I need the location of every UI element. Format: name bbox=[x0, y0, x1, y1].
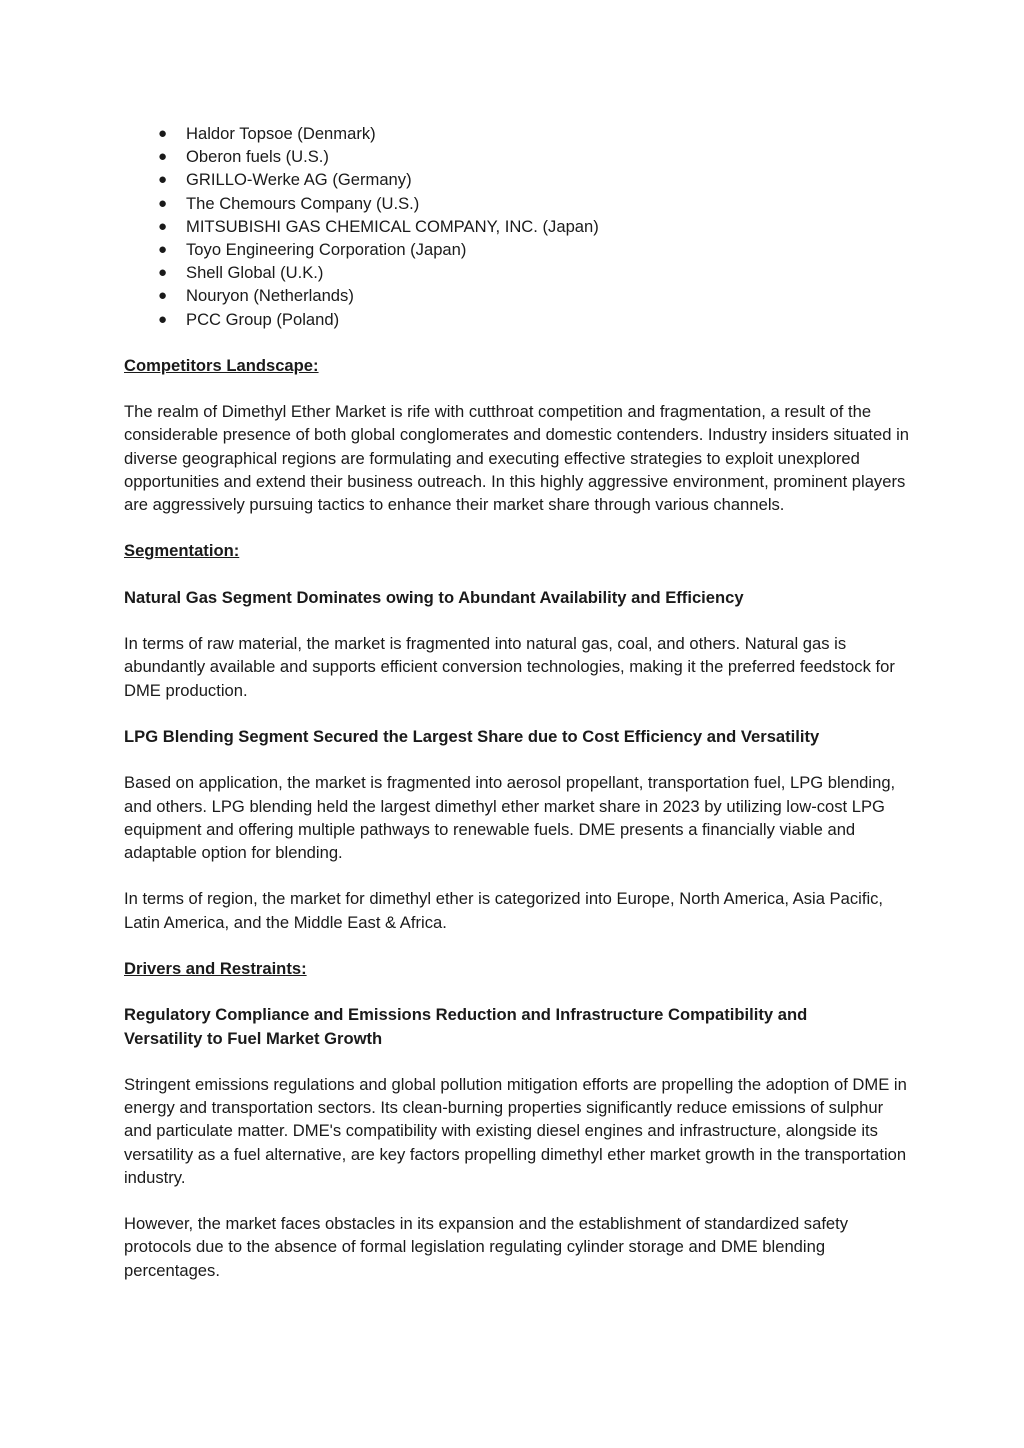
bullet-icon: ● bbox=[158, 125, 168, 142]
company-name: GRILLO-Werke AG (Germany) bbox=[186, 170, 412, 190]
bullet-icon: ● bbox=[158, 264, 168, 282]
bullet-icon: ● bbox=[158, 240, 168, 258]
bullet-icon: ● bbox=[158, 217, 168, 235]
document-page bbox=[124, 122, 914, 1282]
bullet-icon: ● bbox=[158, 171, 168, 189]
bullet-icon: ● bbox=[158, 148, 168, 166]
list-item bbox=[124, 284, 914, 307]
company-name: Oberon fuels (U.S.) bbox=[186, 147, 329, 167]
lpg-paragraph: Based on application, the market is fragmented into aerosol propellant, transportation fuel, LPG blending, and others. LPG blending held the largest dimethyl ether market share in 2023 by utilizing low-cost LPG equipment and offering multiple pathways to renewable fuels. DME presents a financially viable and adaptable option for blending. bbox=[124, 773, 896, 863]
company-name: Haldor Topsoe (Denmark) bbox=[186, 124, 376, 143]
company-name: Nouryon (Netherlands) bbox=[186, 286, 354, 306]
region-paragraph: In terms of region, the market for dimethyl ether is categorized into Europe, North America, Asia Pacific, Latin America, and the Middle East & Africa. bbox=[124, 889, 884, 932]
competitors-heading: Competitors Landscape: bbox=[124, 355, 319, 375]
company-name: Toyo Engineering Corporation (Japan) bbox=[186, 239, 467, 259]
company-list bbox=[124, 122, 914, 331]
drivers-sub-heading: Regulatory Compliance and Emissions Reduction and Infrastructure Compatibility and Versatility to Fuel Market Growth bbox=[124, 1005, 808, 1048]
company-name: PCC Group (Poland) bbox=[186, 309, 340, 329]
list-item bbox=[124, 145, 914, 168]
bullet-icon: ● bbox=[158, 310, 168, 328]
list-item bbox=[124, 215, 914, 238]
natural-gas-heading: Natural Gas Segment Dominates owing to Abundant Availability and Efficiency bbox=[124, 587, 744, 607]
company-name: The Chemours Company (U.S.) bbox=[186, 193, 420, 213]
list-item bbox=[124, 192, 914, 215]
drivers-paragraph: Stringent emissions regulations and global pollution mitigation efforts are propelling the adoption of DME in energy and transportation sectors. Its clean-burning properties significantly reduce emissions of sulphur and particulate matter. DME's compatibility with existing diesel engines and infrastructure, alongside its versatility as a fuel alternative, are key factors propelling dimethyl ether market growth in the transportation industry. bbox=[124, 1075, 907, 1187]
list-item bbox=[124, 122, 914, 145]
lpg-heading: LPG Blending Segment Secured the Largest Share due to Cost Efficiency and Versatility bbox=[124, 727, 820, 747]
bullet-icon: ● bbox=[158, 287, 168, 305]
restraints-paragraph: However, the market faces obstacles in its expansion and the establishment of standardized safety protocols due to the absence of formal legislation regulating cylinder storage and DME blending percentages. bbox=[124, 1214, 849, 1280]
list-item bbox=[124, 261, 914, 284]
list-item bbox=[124, 308, 914, 331]
list-item bbox=[124, 168, 914, 191]
company-name: Shell Global (U.K.) bbox=[186, 263, 324, 283]
list-item bbox=[124, 238, 914, 261]
drivers-heading: Drivers and Restraints: bbox=[124, 959, 307, 979]
segmentation-heading: Segmentation: bbox=[124, 541, 240, 561]
bullet-icon: ● bbox=[158, 194, 168, 212]
competitors-paragraph: The realm of Dimethyl Ether Market is rife with cutthroat competition and fragmentation, a result of the considerable presence of both global conglomerates and domestic contenders. Industry insiders situated in diverse geographical regions are formulating and executing effective strategies to exploit unexplored opportunities and extend their business outreach. In this highly aggressive environment, prominent players are aggressively pursuing tactics to enhance their market share through various channels. bbox=[124, 402, 909, 515]
company-name: MITSUBISHI GAS CHEMICAL COMPANY, INC. (Japan) bbox=[186, 216, 599, 236]
natural-gas-paragraph: In terms of raw material, the market is fragmented into natural gas, coal, and others. Natural gas is abundantly available and supports efficient conversion technologies, making it the preferred feedstock for DME production. bbox=[124, 634, 895, 700]
